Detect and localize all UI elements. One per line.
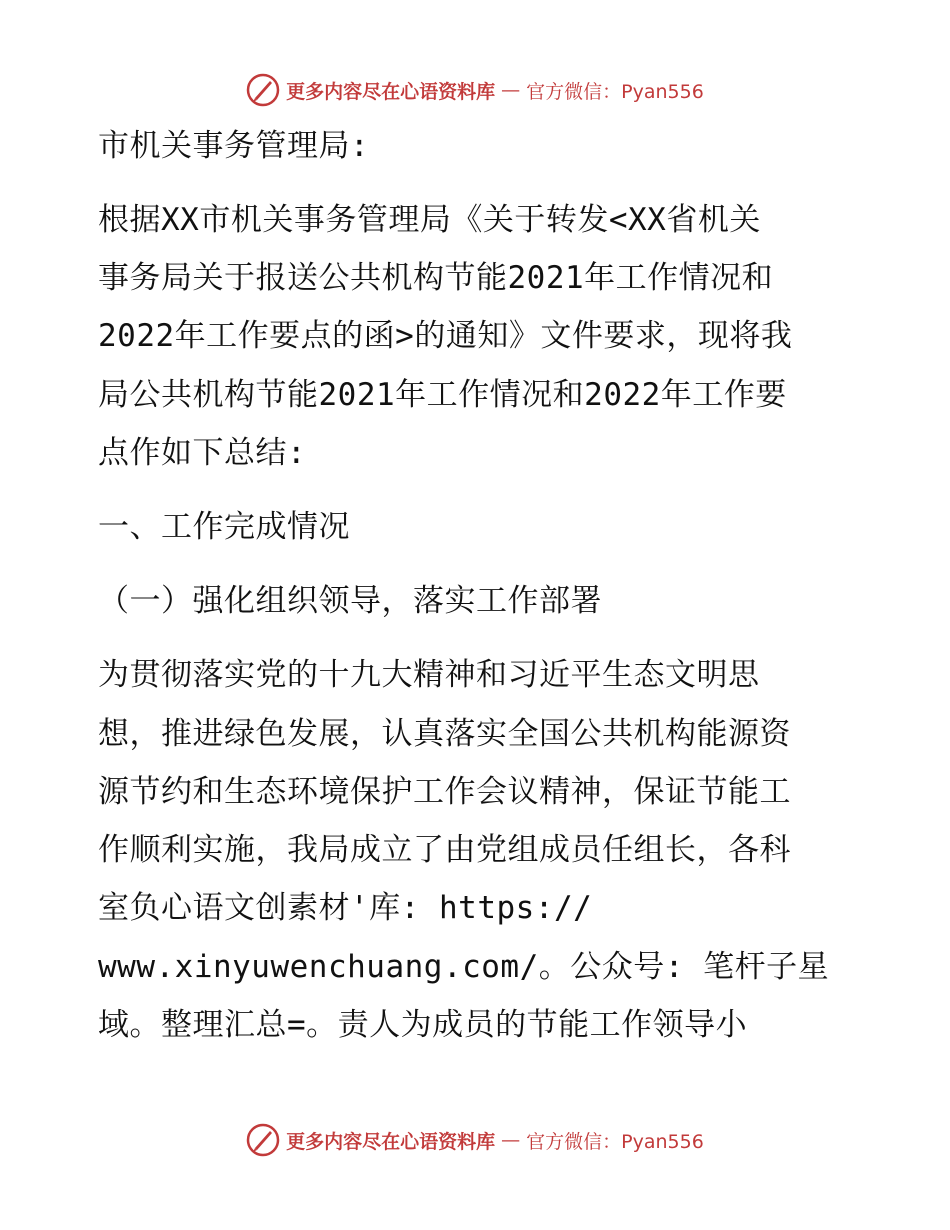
paragraph-line: 局公共机构节能2021年工作情况和2022年工作要 — [98, 377, 787, 413]
quill-pen-icon — [246, 73, 280, 107]
paragraph-line: 为贯彻落实党的十九大精神和习近平生态文明思 — [98, 657, 760, 693]
paragraph-line: www.xinyuwenchuang.com/。公众号: 笔杆子星 — [98, 949, 830, 985]
paragraph-line: 室负心语文创素材'库: https:// — [98, 890, 593, 926]
banner-text: 更多内容尽在心语资料库 — [286, 80, 496, 103]
banner-contact: 官方微信：Pyan556 — [526, 80, 704, 103]
banner-separator: — — [501, 1129, 521, 1151]
salutation-line: 市机关事务管理局: — [98, 128, 370, 164]
paragraph-line: 事务局关于报送公共机构节能2021年工作情况和 — [98, 260, 774, 296]
banner-text: 更多内容尽在心语资料库 — [286, 1130, 496, 1153]
quill-pen-icon — [246, 1123, 280, 1157]
paragraph-line: 根据XX市机关事务管理局《关于转发<XX省机关 — [98, 202, 761, 238]
paragraph-line: 点作如下总结: — [98, 435, 307, 471]
paragraph-line: 想，推进绿色发展，认真落实全国公共机构能源资 — [98, 716, 791, 752]
banner-separator: — — [501, 79, 521, 101]
subsection-heading: （一）强化组织领导，落实工作部署 — [98, 583, 602, 619]
section-heading: 一、工作完成情况 — [98, 509, 350, 545]
banner-contact: 官方微信：Pyan556 — [526, 1130, 704, 1153]
header-banner — [0, 70, 950, 110]
paragraph-line: 域。整理汇总=。责人为成员的节能工作领导小 — [98, 1007, 748, 1043]
paragraph-line: 2022年工作要点的函>的通知》文件要求，现将我 — [98, 318, 793, 354]
footer-banner — [0, 1120, 950, 1160]
paragraph-line: 作顺利实施，我局成立了由党组成员任组长，各科 — [98, 832, 791, 868]
paragraph-line: 源节约和生态环境保护工作会议精神，保证节能工 — [98, 774, 791, 810]
